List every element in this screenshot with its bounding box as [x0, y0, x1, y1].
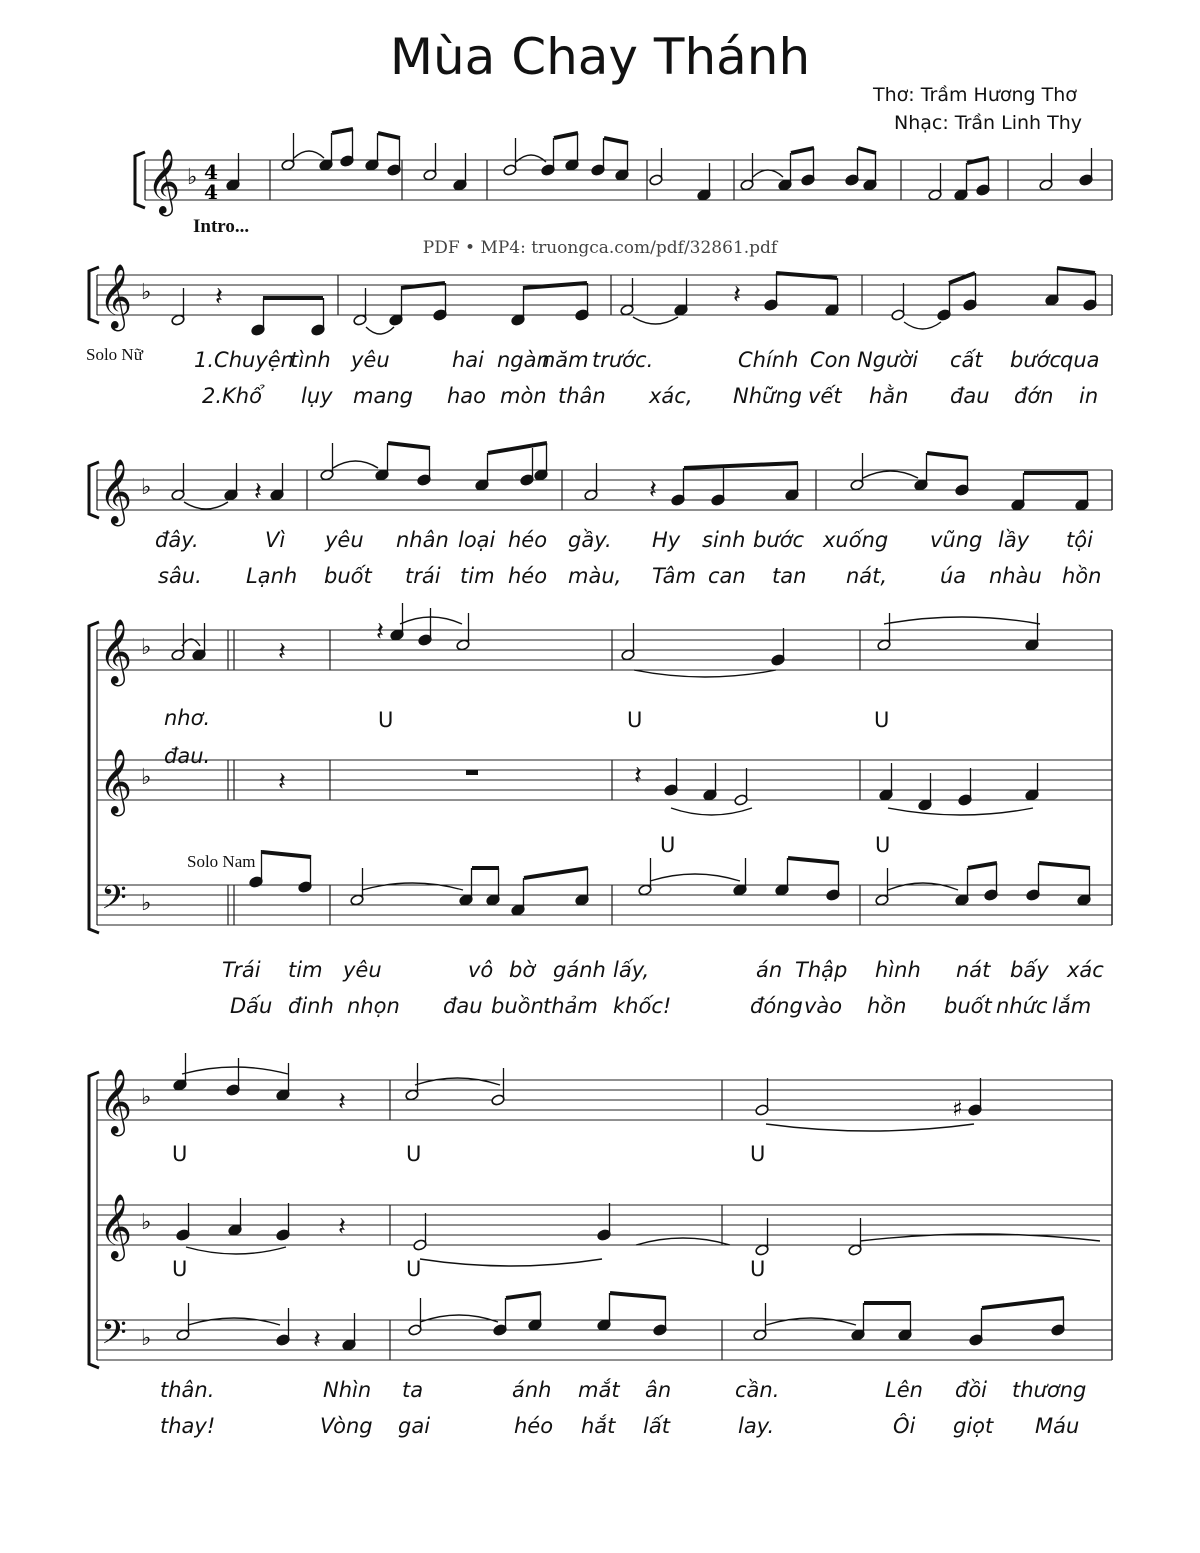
note-beam: [968, 863, 997, 868]
tie-slur: [184, 502, 228, 509]
vowel-marker: U: [627, 708, 643, 732]
note-beam: [488, 443, 547, 453]
tie-slur: [671, 808, 752, 815]
flat-key-signature-icon: ♭: [141, 891, 152, 916]
tie-slur: [753, 170, 783, 177]
bass-clef-icon: 𝄢: [101, 879, 127, 925]
quarter-rest-icon: 𝄽: [338, 1212, 346, 1242]
lyric-syllable: cần.: [735, 1378, 780, 1402]
system-bracket: [135, 152, 145, 208]
lyric-syllable: đau: [443, 994, 483, 1018]
lyric-syllable: thân.: [160, 1378, 215, 1402]
tie-slur: [766, 1124, 974, 1131]
lyric-syllable: Lên: [885, 1378, 923, 1402]
lyric-syllable: xác: [1067, 958, 1104, 982]
composer-credit: Nhạc: Trần Linh Thy: [894, 112, 1083, 134]
treble-clef-icon: 𝄞: [99, 459, 133, 524]
lyric-syllable: Vì: [265, 528, 286, 552]
lyric-syllable: tim: [288, 958, 323, 982]
lyric-syllable: lấy,: [613, 958, 650, 982]
note-beam: [776, 273, 837, 278]
lyric-syllable: hao: [447, 384, 487, 408]
tie-slur: [766, 1318, 856, 1325]
tie-slur: [333, 461, 378, 468]
lyric-syllable: hai: [452, 348, 485, 372]
lyric-syllable: năm: [542, 348, 589, 372]
tie-slur: [366, 327, 394, 334]
pdf-link-note: PDF • MP4: truongca.com/pdf/32861.pdf: [422, 238, 778, 258]
tie-slur: [888, 808, 1033, 815]
quarter-rest-icon: 𝄽: [376, 617, 384, 647]
vowel-marker: U: [378, 708, 394, 732]
solo-male-label: Solo Nam: [187, 852, 256, 871]
note-beam: [523, 283, 587, 288]
tie-slur: [650, 874, 740, 881]
quarter-rest-icon: 𝄽: [215, 282, 223, 312]
lyric-syllable: can: [708, 564, 746, 588]
quarter-rest-icon: 𝄽: [278, 767, 286, 797]
lyric-syllable: úa: [940, 564, 967, 588]
note-beam: [927, 453, 968, 458]
treble-clef-icon: 𝄞: [99, 749, 133, 814]
lyric-syllable: tim: [460, 564, 495, 588]
lyric-syllable: gầy.: [568, 528, 612, 552]
lyric-syllable: đau.: [164, 744, 211, 768]
flat-key-signature-icon: ♭: [141, 635, 152, 660]
lyric-syllable: án: [756, 958, 783, 982]
lyric-syllable: ta: [402, 1378, 424, 1402]
lyric-syllable: vũng: [930, 528, 983, 552]
lyric-syllable: đau: [950, 384, 990, 408]
solo-female-label: Solo Nữ: [86, 345, 143, 364]
note-beam: [401, 283, 445, 288]
lyric-syllable: đồi: [955, 1378, 988, 1402]
lyric-syllable: tan: [772, 564, 807, 588]
flat-key-signature-icon: ♭: [141, 280, 152, 305]
note-beam: [1057, 268, 1095, 273]
lyric-syllable: hồn: [867, 994, 907, 1018]
note-beam: [610, 1293, 666, 1298]
note-beam: [378, 133, 400, 138]
lyric-syllable: nhọn: [347, 994, 400, 1018]
quarter-rest-icon: 𝄽: [338, 1087, 346, 1117]
lyric-syllable: Vòng: [320, 1414, 373, 1438]
vowel-marker: U: [874, 708, 890, 732]
treble-clef-icon: 𝄞: [99, 1069, 133, 1134]
lyric-syllable: buốt: [944, 994, 992, 1018]
lyric-syllable: màu,: [568, 564, 622, 588]
lyric-syllable: in: [1079, 384, 1099, 408]
tie-slur: [294, 151, 324, 158]
vowel-marker: U: [406, 1257, 422, 1281]
song-title: Mùa Chay Thánh: [389, 28, 811, 86]
quarter-rest-icon: 𝄽: [254, 477, 262, 507]
lyric-syllable: tội: [1066, 528, 1093, 552]
lyric-syllable: mang: [353, 384, 413, 408]
treble-clef-icon: 𝄞: [99, 264, 133, 329]
note-beam: [604, 138, 628, 143]
note-beam: [791, 148, 814, 153]
lyric-syllable: buồn: [491, 994, 544, 1018]
tie-slur: [182, 1067, 288, 1074]
lyric-syllable: hình: [875, 958, 921, 982]
lyric-syllable: xác,: [649, 384, 693, 408]
quarter-rest-icon: 𝄽: [733, 280, 741, 310]
note-beam: [506, 1293, 541, 1298]
lyric-syllable: bờ: [509, 958, 536, 982]
note-beam: [332, 129, 353, 133]
lyric-syllable: 1.Chuyện: [194, 348, 294, 372]
lyric-syllable: khốc!: [613, 994, 672, 1018]
vowel-marker: U: [875, 833, 891, 857]
lyric-syllable: lụy: [301, 384, 333, 408]
lyric-syllable: nhơ.: [164, 706, 211, 730]
tie-slur: [362, 883, 463, 890]
tie-slur: [415, 1078, 500, 1085]
note-beam: [684, 463, 798, 468]
lyric-syllable: xuống: [823, 528, 889, 552]
lyric-syllable: vết: [808, 384, 842, 408]
lyric-syllable: yêu: [351, 348, 390, 372]
lyric-syllable: ánh: [512, 1378, 552, 1402]
flat-key-signature-icon: ♭: [141, 1326, 152, 1351]
lyric-syllable: héo: [514, 1414, 554, 1438]
lyric-syllable: sâu.: [158, 564, 202, 588]
lyric-syllable: thay!: [160, 1414, 216, 1438]
tie-slur: [636, 1238, 730, 1245]
lyric-syllable: Thập: [795, 958, 848, 982]
lyric-syllable: yêu: [343, 958, 382, 982]
vowel-marker: U: [406, 1142, 422, 1166]
note-beam: [262, 852, 311, 857]
lyric-syllable: lất: [643, 1414, 670, 1438]
vowel-marker: U: [172, 1257, 188, 1281]
tie-slur: [633, 317, 678, 324]
lyric-syllable: bấy: [1010, 958, 1049, 982]
vowel-marker: U: [750, 1257, 766, 1281]
lyric-syllable: Dấu: [230, 994, 273, 1018]
quarter-rest-icon: 𝄽: [634, 761, 642, 791]
lyric-syllable: cất: [950, 348, 983, 372]
lyric-syllable: bước: [1010, 348, 1062, 372]
lyric-syllable: hằn: [869, 384, 909, 408]
poet-credit: Thơ: Trầm Hương Thơ: [873, 84, 1077, 106]
lyric-syllable: ân: [645, 1378, 672, 1402]
quarter-rest-icon: 𝄽: [313, 1325, 321, 1355]
lyric-syllable: sinh: [702, 528, 746, 552]
note-beam: [788, 858, 839, 863]
tie-slur: [634, 670, 776, 677]
lyric-syllable: nhân: [396, 528, 449, 552]
lyric-syllable: gánh: [553, 958, 606, 982]
lyric-syllable: trước.: [592, 348, 654, 372]
lyric-syllable: héo: [508, 528, 548, 552]
lyric-syllable: Chính: [738, 348, 799, 372]
lyric-syllable: nhàu: [989, 564, 1042, 588]
flat-key-signature-icon: ♭: [141, 1210, 152, 1235]
lyric-syllable: vào: [804, 994, 843, 1018]
tie-slur: [516, 155, 546, 162]
quarter-rest-icon: 𝄽: [278, 637, 286, 667]
lyric-syllable: nát,: [846, 564, 888, 588]
note-beam: [967, 158, 989, 163]
tie-slur: [420, 1259, 602, 1266]
lyric-syllable: buốt: [324, 564, 372, 588]
lyric-syllable: bước: [753, 528, 805, 552]
lyric-syllable: trái: [405, 564, 441, 588]
lyric-syllable: đóng: [750, 994, 803, 1018]
note-beam: [982, 1298, 1064, 1308]
vowel-marker: U: [660, 833, 676, 857]
lyric-syllable: yêu: [325, 528, 364, 552]
treble-clef-icon: 𝄞: [99, 619, 133, 684]
sharp-accidental-icon: ♯: [952, 1097, 963, 1122]
lyric-syllable: thảm: [543, 994, 598, 1018]
note-beam: [858, 148, 876, 153]
flat-key-signature-icon: ♭: [141, 1085, 152, 1110]
lyric-syllable: đây.: [155, 528, 199, 552]
whole-rest-icon: [466, 770, 478, 775]
lyric-syllable: Con: [810, 348, 851, 372]
lyric-syllable: loại: [458, 528, 496, 552]
lyric-syllable: gai: [398, 1414, 431, 1438]
lyric-syllable: ngàn: [497, 348, 550, 372]
vowel-marker: U: [750, 1142, 766, 1166]
lyric-syllable: Trái: [222, 958, 261, 982]
vowel-marker: U: [172, 1142, 188, 1166]
tie-slur: [186, 1247, 286, 1254]
note-beam: [554, 133, 578, 138]
lyric-syllable: lay.: [738, 1414, 775, 1438]
lyric-syllable: héo: [508, 564, 548, 588]
lyric-syllable: Những: [733, 384, 802, 408]
lyric-syllable: Tâm: [652, 564, 696, 588]
note-beam: [524, 868, 588, 878]
lyric-syllable: Lạnh: [246, 564, 298, 588]
lyric-syllable: nhức: [996, 994, 1048, 1018]
time-signature-top: 4: [204, 160, 218, 184]
tie-slur: [904, 322, 941, 329]
tie-slur: [884, 617, 1040, 624]
bass-clef-icon: 𝄢: [101, 1314, 127, 1360]
tie-slur: [188, 1318, 280, 1325]
lyric-syllable: thương: [1012, 1378, 1087, 1402]
lyric-syllable: Hy: [652, 528, 681, 552]
flat-key-signature-icon: ♭: [141, 765, 152, 790]
tie-slur: [863, 471, 918, 478]
lyric-syllable: Máu: [1035, 1414, 1080, 1438]
tie-slur: [888, 883, 958, 890]
flat-key-signature-icon: ♭: [187, 165, 198, 190]
lyric-syllable: Ôi: [893, 1414, 916, 1438]
lyric-syllable: nát: [956, 958, 991, 982]
note-beam: [1039, 863, 1090, 868]
treble-clef-icon: 𝄞: [99, 1194, 133, 1259]
lyric-syllable: đinh: [288, 994, 334, 1018]
lyric-syllable: mắt: [578, 1378, 620, 1402]
lyric-syllable: thân: [558, 384, 606, 408]
quarter-rest-icon: 𝄽: [649, 475, 657, 505]
lyric-syllable: qua: [1060, 348, 1100, 372]
lyric-syllable: giọt: [953, 1414, 994, 1438]
lyric-syllable: tình: [290, 348, 331, 372]
lyric-syllable: đớn: [1014, 384, 1054, 408]
lyric-syllable: lầy: [998, 528, 1030, 552]
lyric-syllable: lắm: [1052, 994, 1092, 1018]
tie-slur: [420, 1315, 498, 1322]
lyric-syllable: hồn: [1062, 564, 1102, 588]
intro-label: Intro...: [193, 216, 250, 237]
lyric-syllable: vô: [468, 958, 494, 982]
lyric-syllable: Nhìn: [323, 1378, 372, 1402]
lyric-syllable: hắt: [581, 1414, 616, 1438]
treble-clef-icon: 𝄞: [147, 149, 181, 214]
time-signature-bottom: 4: [204, 180, 218, 204]
lyric-syllable: 2.Khổ: [202, 384, 262, 408]
note-beam: [388, 443, 430, 448]
flat-key-signature-icon: ♭: [141, 475, 152, 500]
lyric-syllable: mòn: [500, 384, 547, 408]
lyric-syllable: Người: [857, 348, 919, 372]
